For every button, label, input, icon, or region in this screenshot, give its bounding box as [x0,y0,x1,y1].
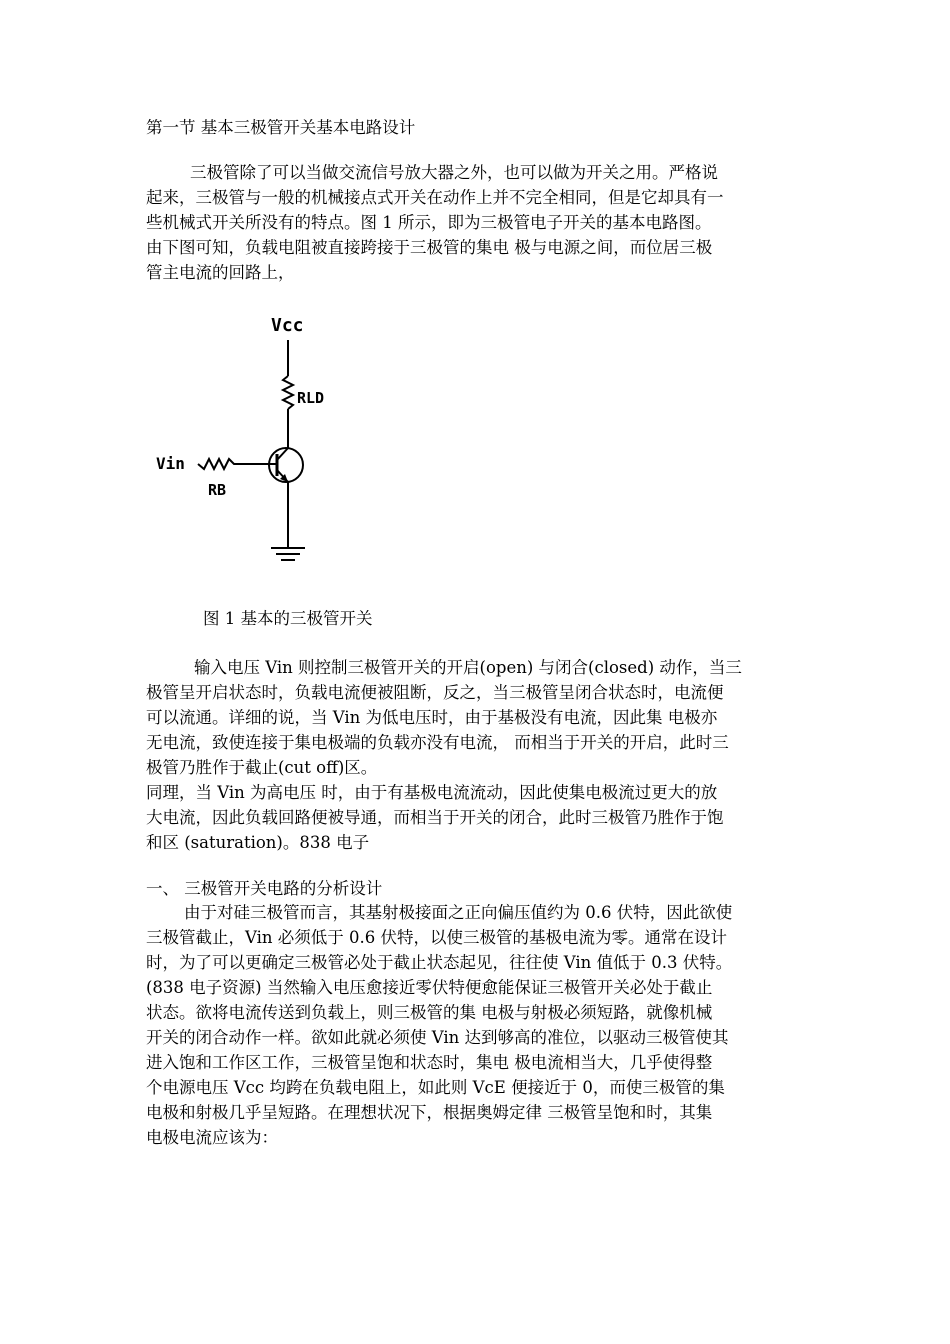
section-heading: 第一节 基本三极管开关基本电路设计 [146,118,416,137]
para2-line: 和区 (saturation)。838 电子 [146,833,370,852]
para1-line: 由下图可知，负载电阻被直接跨接于三极管的集电 极与电源之间，而位居三极 [146,238,713,257]
vin-label: Vin [156,454,185,473]
section1-heading: 一、 三极管开关电路的分析设计 [146,879,383,898]
para3-line: 开关的闭合动作一样。欲如此就必须使 Vin 达到够高的准位，以驱动三极管使其 [146,1028,729,1047]
para3-line: 电极电流应该为： [146,1128,278,1147]
para3-line: 进入饱和工作区工作，三极管呈饱和状态时，集电 极电流相当大，几乎使得整 [146,1053,713,1072]
para2-line: 同理，当 Vin 为高电压 时，由于有基极电流流动，因此使集电极流过更大的放 [146,783,718,802]
para3-line: 状态。欲将电流传送到负载上，则三极管的集 电极与射极必须短路，就像机械 [146,1003,713,1022]
para3-line: 个电源电压 Vcc 均跨在负载电阻上，如此则 VcE 便接近于 0，而使三极管的集 [146,1078,725,1097]
para2-line: 大电流，因此负载回路便被导通，而相当于开关的闭合，此时三极管乃胜作于饱 [146,808,724,827]
para3-line: 由于对硅三极管而言，其基射极接面之正向偏压值约为 0.6 伏特，因此欲使 [184,903,733,922]
para1-line: 三极管除了可以当做交流信号放大器之外，也可以做为开关之用。严格说 [190,163,718,182]
para3-line: 三极管截止，Vin 必须低于 0.6 伏特，以使三极管的基极电流为零。通常在设计 [146,928,728,947]
para2-line: 极管呈开启状态时，负载电流便被阻断，反之，当三极管呈闭合状态时，电流便 [146,683,724,702]
para1-line: 起来，三极管与一般的机械接点式开关在动作上并不完全相同，但是它却具有一 [146,188,724,207]
para2-line: 输入电压 Vin 则控制三极管开关的开启(open) 与闭合(closed) 动作，当三 [194,658,742,677]
rld-label: RLD [297,389,325,407]
figure-caption: 图 1 基本的三极管开关 [203,609,373,628]
vcc-label: Vcc [271,315,304,336]
para1-line: 些机械式开关所没有的特点。图 1 所示，即为三极管电子开关的基本电路图。 [146,213,712,232]
para3-line: 电极和射极几乎呈短路。在理想状况下，根据奥姆定律 三极管呈饱和时，其集 [146,1103,713,1122]
transistor-switch-circuit [146,310,346,570]
para1-line: 管主电流的回路上， [146,263,295,282]
para2-line: 可以流通。详细的说，当 Vin 为低电压时，由于基极没有电流，因此集 电极亦 [146,708,718,727]
rb-label: RB [208,481,227,499]
para3-line: 时，为了可以更确定三极管必处于截止状态起见，往往使 Vin 值低于 0.3 伏特。 [146,953,733,972]
para2-line: 无电流，致使连接于集电极端的负载亦没有电流， 而相当于开关的开启，此时三 [146,733,729,752]
para3-line: (838 电子资源) 当然输入电压愈接近零伏特便愈能保证三极管开关必处于截止 [146,978,713,997]
para2-line: 极管乃胜作于截止(cut off)区。 [146,758,378,777]
